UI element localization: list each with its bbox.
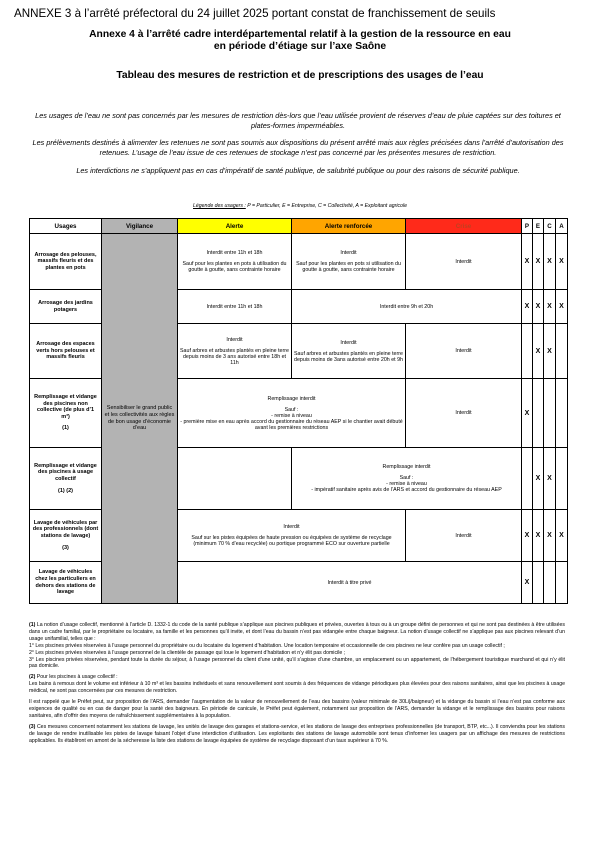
renforcee-cell — [292, 234, 406, 290]
header-vigilance: Vigilance — [102, 219, 178, 234]
footnote-2-text: Les bains à remous dont le volume est inférieur à 10 m³ et les bassins individuels et sans renouvellement sont soumis à des fréquences de vidange périodiques plus élevées pour des raisons sanitaires, ainsi que les piscines à usage médical, ne sont pas concernées par ces mesures de restriction. — [29, 681, 565, 695]
renforcee-exception: Sauf pour les plantes en pots si utilisation du goutte à goutte, sans contrainte horaire — [296, 261, 401, 273]
vigilance-cell: Sensibiliser le grand public et les collectivités aux règles de bon usage d’économie d’eau — [102, 234, 178, 604]
header-alerte-renforcee: Alerte renforcée — [292, 219, 406, 234]
alerte-renforcee-cell — [178, 510, 406, 562]
renforcee-crise-cell: Interdit entre 9h et 20h — [292, 290, 522, 324]
footnote-1-label: (1) — [29, 622, 36, 628]
merged-text: Remplissage interdit — [382, 464, 431, 470]
usage-cell — [30, 510, 102, 562]
mark-p: X — [522, 290, 533, 324]
table-subtitle: Tableau des mesures de restriction et de prescriptions des usages de l’eau — [116, 70, 484, 81]
intro-paragraph-1: Les usages de l’eau ne sont pas concernés par les mesures de restriction dès-lors que l’eau utilisée provient de réserves d’eau de pluie captées sur des toitures et plates-formes imperméables. — [35, 111, 561, 130]
merged-text: Remplissage interdit — [267, 395, 316, 402]
mark-e: X — [533, 510, 544, 562]
mark-e: X — [533, 234, 544, 290]
header-usages: Usages — [30, 219, 102, 234]
usage-cell: Lavage de véhicules chez les particuliers en dehors des stations de lavage — [30, 562, 102, 604]
mark-a: X — [556, 234, 568, 290]
usage-cell — [30, 448, 102, 510]
intro-paragraph-2: Les prélèvements destinés à alimenter les retenues ne sont pas soumis aux dispositions du présent arrêté mais aux règles précisées dans l’arrêté d’autorisation des retenues. L’usage de l’eau issue de ces retenues de stockage n’est pas concerné par les présentes mesures de restriction. — [32, 138, 564, 157]
crise-cell: Interdit — [406, 510, 522, 562]
mark-a: X — [556, 290, 568, 324]
usage-note-ref: (1) — [62, 425, 69, 432]
merged-exception: Sauf sur les pistes équipées de haute pression ou équipées de système de recyclage (minimum 70 % d’eau recyclée) ou portique programmé ECO sur ouverture partielle — [191, 535, 392, 547]
merged-exception-2: - impératif sanitaire après avis de l’ARS et accord du gestionnaire du réseau AEP — [311, 487, 502, 493]
alerte-text: Interdit entre 11h et 18h — [206, 250, 263, 256]
alerte-cell — [178, 448, 292, 510]
mark-e — [533, 379, 544, 448]
alerte-exception: Sauf arbres et arbustes plantés en pleine terre depuis moins de 3 ans autorisé entre 18h et 11h — [180, 347, 289, 366]
footnote-2-label: (2) — [29, 674, 36, 681]
mark-a — [556, 448, 568, 510]
restrictions-table — [29, 218, 568, 604]
mark-a — [556, 324, 568, 379]
usage-cell — [30, 379, 102, 448]
renforcee-exception: Sauf arbres et arbustes plantés en pleine terre depuis moins de 3ans autorisé entre 20h et 9h — [294, 350, 403, 363]
usage-cell: Arrosage des espaces verts hors pelouses et massifs fleuris — [30, 324, 102, 379]
users-legend — [100, 203, 500, 209]
alerte-renforcee-cell — [178, 379, 406, 448]
footnote-1 — [29, 622, 565, 670]
footnotes — [29, 622, 565, 749]
alerte-text: Interdit — [226, 336, 243, 343]
header-crise: Crise — [406, 219, 522, 234]
header-c: C — [544, 219, 556, 234]
mark-p: X — [522, 510, 533, 562]
footnote-3 — [29, 724, 565, 745]
usage-note-ref: (1) (2) — [58, 487, 73, 494]
footnote-2 — [29, 674, 565, 695]
footnote-1-item-3: 3° Les piscines privées réservées, pendant toute la durée du séjour, à l’usage personnel du client d’une unité, qu’il s’agisse d’une chambre, un emplacement ou un appartement, de l’hébergement touristique marchand et qui n’y élit pas domicile. — [29, 656, 565, 670]
title-line-2: en période d’étiage sur l’axe Saône — [213, 41, 387, 52]
mark-e: X — [533, 324, 544, 379]
mark-c: X — [544, 448, 556, 510]
mark-e: X — [533, 448, 544, 510]
usage-text: Lavage de véhicules par des professionnels (dont stations de lavage) — [32, 519, 99, 539]
mark-p — [522, 324, 533, 379]
footnote-2b: Il est rappelé que le Préfet peut, sur proposition de l’ARS, demander l’augmentation de la valeur de renouvellement de l’eau des bassins (valeur minimale de 30L/j/baigneur) et la vidange du bassin si l’eau n’est pas conforme aux exigences de qualité ou en cas de danger pour la santé des baigneurs. En période de canicule, le Préfet peut également, notamment sur proposition de l’ARS, demander la vidange et le remplissage des bassins pour raisons sanitaires, afin d’offrir des moyens de rafraîchissement supplémentaires à la population. — [29, 699, 565, 719]
crise-cell: Interdit — [406, 234, 522, 290]
alerte-exception: Sauf pour les plantes en pots à utilisation du goutte à goutte, sans contrainte horaire — [182, 261, 287, 273]
mark-e: X — [533, 290, 544, 324]
footnote-3-label: (3) — [29, 723, 36, 730]
mark-c — [544, 379, 556, 448]
title-line-1: Annexe 4 à l’arrêté cadre interdépartemental relatif à la gestion de la ressource en eau — [89, 29, 511, 40]
mark-p: X — [522, 562, 533, 604]
header-alerte: Alerte — [178, 219, 292, 234]
alerte-cell — [178, 234, 292, 290]
mark-p: X — [522, 379, 533, 448]
table-row — [30, 234, 568, 290]
alerte-cell: Interdit entre 11h et 18h — [178, 290, 292, 324]
table-header-row — [30, 219, 568, 234]
mark-c: X — [544, 510, 556, 562]
mark-c: X — [544, 234, 556, 290]
merged-exception-1: - remise à niveau — [386, 481, 427, 487]
header-e: E — [533, 219, 544, 234]
renforcee-text: Interdit — [340, 339, 357, 346]
header-p: P — [522, 219, 533, 234]
usage-text: Remplissage et vidange des piscines à usage collectif — [34, 462, 97, 482]
footnote-1-item-1: 1° Les piscines privées réservées à l’usage personnel du propriétaire ou du locataire du logement d’habitation. Une location temporaire et occasionnelle de ces piscines ne leur confère pas un usage collectif ; — [29, 642, 505, 649]
merged-sauf: Sauf : — [284, 406, 299, 413]
mark-a — [556, 379, 568, 448]
crise-cell: Interdit — [406, 379, 522, 448]
footnote-1-item-2: 2° Les piscines privées réservées à l’usage personnel de la clientèle de passage qui loue le logement d’habitation et n’y élit pas domicile ; — [29, 649, 346, 656]
legend-label: Légende des usagers : — [193, 203, 246, 209]
renforcee-crise-cell — [292, 448, 522, 510]
alerte-renforcee-crise-cell: Interdit à titre privé — [178, 562, 522, 604]
footnote-3-text: Ces mesures concernent notamment les stations de lavage, les unités de lavage des garages et stations-service, et les stations de lavage des entreprises professionnelles (de transport, BTP, etc...). Il conviendra pour les stations de lavage de rendre inutilisable les pistes de lavage faisant l’objet d’une interdiction d’utilisation. Les exploitants des stations de lavage automobile sont tenus d’informer les usagers par un affichage des mesures de restrictions applicables. Ils établiront en amont de la sécheresse la liste des stations de lavage équipées de système de recyclage disposant d’un taux supérieur à 70 %. — [29, 723, 565, 744]
footnote-2-title: Pour les piscines à usage collectif : — [36, 674, 118, 681]
usage-note-ref: (3) — [62, 544, 69, 551]
mark-a — [556, 562, 568, 604]
mark-c: X — [544, 324, 556, 379]
usage-cell: Arrosage des jardins potagers — [30, 290, 102, 324]
merged-text: Interdit — [283, 524, 300, 530]
footnote-1-text: La notion d’usage collectif, mentionné à l’article D. 1332-1 du code de la santé publique s’applique aux piscines publiques et privées, ouvertes à tous ou à un groupe défini de personnes et qui ne sont pas destinées à être utilisées dans un cadre familial, par le propriétaire ou locataire, sa famille et les personnes qu’il invite, et dont l’eau du bassin n’est pas vidangée entre chaque baigneur. La notion d’usage collectif ne s’applique pas aux piscines relevant d’un usage unifamilial, telles que : — [29, 622, 565, 642]
annexe-header: ANNEXE 3 à l’arrêté préfectoral du 24 juillet 2025 portant constat de franchissement de seuils — [14, 7, 496, 20]
legend-text: P = Particulier, E = Entreprise, C = Collectivité, A = Exploitant agricole — [247, 203, 407, 209]
crise-cell: Interdit — [406, 324, 522, 379]
mark-p — [522, 448, 533, 510]
usage-text: Remplissage et vidange des piscines non collective (de plus d’1 m³) — [34, 394, 97, 420]
mark-p: X — [522, 234, 533, 290]
header-a: A — [556, 219, 568, 234]
document-title — [40, 29, 560, 53]
mark-a: X — [556, 510, 568, 562]
merged-exception-1: - remise à niveau — [271, 412, 312, 419]
renforcee-cell — [292, 324, 406, 379]
mark-e — [533, 562, 544, 604]
alerte-cell — [178, 324, 292, 379]
mark-c — [544, 562, 556, 604]
merged-sauf: Sauf : — [399, 475, 414, 481]
usage-cell: Arrosage des pelouses, massifs fleuris et des plantes en pots — [30, 234, 102, 290]
renforcee-text: Interdit — [340, 250, 357, 256]
merged-exception-2: - première mise en eau après accord du gestionnaire du réseau AEP si le chantier avait débuté avant les premières restrictions — [180, 418, 403, 431]
mark-c: X — [544, 290, 556, 324]
intro-paragraph-3: Les interdictions ne s’appliquent pas en cas d’impératif de santé publique, de salubrité publique ou pour des raisons de sécurité publique. — [76, 166, 520, 175]
